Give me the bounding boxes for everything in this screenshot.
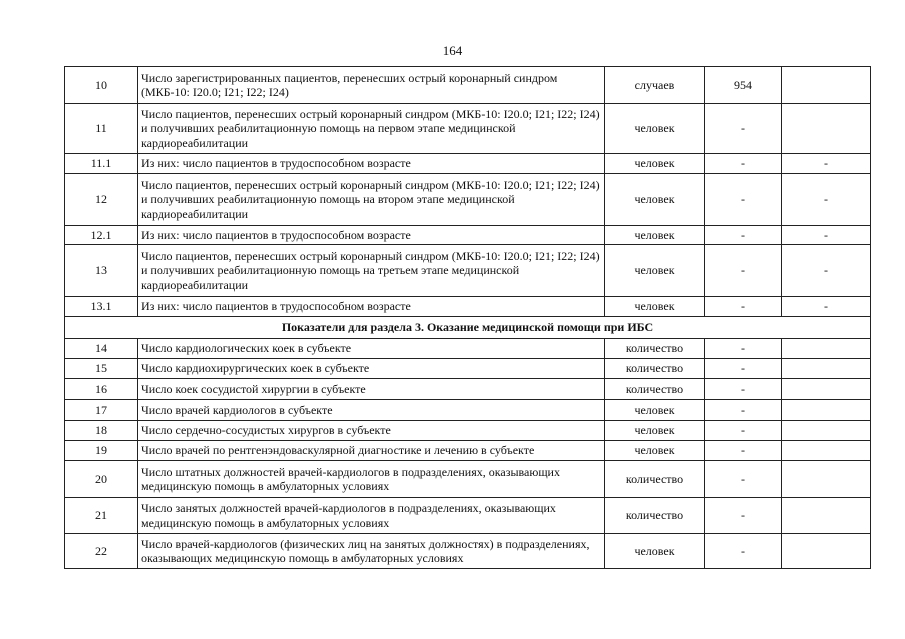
row-number-cell: 17 — [65, 400, 138, 421]
indicator-description-cell: Число коек сосудистой хирургии в субъекте — [138, 379, 605, 400]
table-row — [65, 174, 871, 226]
section-title: Показатели для раздела 3. Оказание медицинской помощи при ИБС — [65, 317, 871, 339]
table-row — [65, 297, 871, 317]
row-number-cell: 13.1 — [65, 297, 138, 317]
table-row — [65, 461, 871, 498]
table-row — [65, 104, 871, 154]
table-row — [65, 379, 871, 400]
table-row — [65, 534, 871, 569]
indicators-table — [64, 66, 871, 569]
indicator-description-cell: Число врачей-кардиологов (физических лиц на занятых должностях) в подразделениях, оказывающих медицинскую помощь в амбулаторных условиях — [138, 534, 605, 569]
value-cell: - — [705, 245, 782, 297]
unit-cell: человек — [605, 297, 705, 317]
indicator-description-cell: Число сердечно-сосудистых хирургов в субъекте — [138, 421, 605, 441]
value-cell: - — [705, 339, 782, 359]
value-cell-2 — [782, 379, 871, 400]
unit-cell: человек — [605, 441, 705, 461]
value-cell-2: - — [782, 297, 871, 317]
value-cell-2 — [782, 461, 871, 498]
row-number-cell: 21 — [65, 498, 138, 534]
table-body — [65, 67, 871, 569]
value-cell: - — [705, 498, 782, 534]
value-cell-2 — [782, 359, 871, 379]
indicator-description-cell: Число пациентов, перенесших острый коронарный синдром (МКБ-10: I20.0; I21; I22; I24) и получивших реабилитационную помощь на третьем этапе медицинской кардиореабилитации — [138, 245, 605, 297]
value-cell-2 — [782, 339, 871, 359]
value-cell: - — [705, 421, 782, 441]
value-cell: - — [705, 441, 782, 461]
unit-cell: человек — [605, 421, 705, 441]
indicator-description-cell: Из них: число пациентов в трудоспособном возрасте — [138, 226, 605, 245]
value-cell: 954 — [705, 67, 782, 104]
unit-cell: количество — [605, 379, 705, 400]
table-row — [65, 359, 871, 379]
indicator-description-cell: Число пациентов, перенесших острый коронарный синдром (МКБ-10: I20.0; I21; I22; I24) и получивших реабилитационную помощь на первом этапе медицинской кардиореабилитации — [138, 104, 605, 154]
table-row — [65, 498, 871, 534]
value-cell: - — [705, 534, 782, 569]
value-cell-2: - — [782, 226, 871, 245]
unit-cell: человек — [605, 104, 705, 154]
row-number-cell: 16 — [65, 379, 138, 400]
indicator-description-cell: Число пациентов, перенесших острый коронарный синдром (МКБ-10: I20.0; I21; I22; I24) и получивших реабилитационную помощь на втором этапе медицинской кардиореабилитации — [138, 174, 605, 226]
value-cell: - — [705, 104, 782, 154]
indicator-description-cell: Из них: число пациентов в трудоспособном возрасте — [138, 154, 605, 174]
row-number-cell: 19 — [65, 441, 138, 461]
value-cell: - — [705, 461, 782, 498]
table-row — [65, 441, 871, 461]
table-row — [65, 245, 871, 297]
row-number-cell: 12.1 — [65, 226, 138, 245]
value-cell-2 — [782, 498, 871, 534]
value-cell-2 — [782, 400, 871, 421]
unit-cell: количество — [605, 339, 705, 359]
unit-cell: количество — [605, 359, 705, 379]
unit-cell: количество — [605, 498, 705, 534]
page-number: 164 — [442, 43, 463, 58]
value-cell-2 — [782, 104, 871, 154]
value-cell-2 — [782, 421, 871, 441]
row-number-cell: 18 — [65, 421, 138, 441]
row-number-cell: 22 — [65, 534, 138, 569]
table-row — [65, 400, 871, 421]
table-row — [65, 67, 871, 104]
value-cell: - — [705, 226, 782, 245]
indicator-description-cell: Число врачей кардиологов в субъекте — [138, 400, 605, 421]
unit-cell: человек — [605, 400, 705, 421]
row-number-cell: 14 — [65, 339, 138, 359]
table-row — [65, 154, 871, 174]
value-cell-2: - — [782, 245, 871, 297]
unit-cell: случаев — [605, 67, 705, 104]
row-number-cell: 11 — [65, 104, 138, 154]
unit-cell: человек — [605, 154, 705, 174]
value-cell: - — [705, 379, 782, 400]
value-cell-2 — [782, 67, 871, 104]
indicator-description-cell: Число занятых должностей врачей-кардиологов в подразделениях, оказывающих медицинскую помощь в амбулаторных условиях — [138, 498, 605, 534]
value-cell-2: - — [782, 174, 871, 226]
value-cell: - — [705, 154, 782, 174]
row-number-cell: 10 — [65, 67, 138, 104]
unit-cell: количество — [605, 461, 705, 498]
indicator-description-cell: Число кардиохирургических коек в субъекте — [138, 359, 605, 379]
table-row — [65, 421, 871, 441]
value-cell: - — [705, 359, 782, 379]
value-cell-2: - — [782, 154, 871, 174]
value-cell: - — [705, 174, 782, 226]
indicator-description-cell: Число кардиологических коек в субъекте — [138, 339, 605, 359]
unit-cell: человек — [605, 534, 705, 569]
indicator-description-cell: Из них: число пациентов в трудоспособном возрасте — [138, 297, 605, 317]
value-cell: - — [705, 297, 782, 317]
value-cell: - — [705, 400, 782, 421]
unit-cell: человек — [605, 174, 705, 226]
unit-cell: человек — [605, 245, 705, 297]
section-header-row — [65, 317, 871, 339]
indicator-description-cell: Число врачей по рентгенэндоваскулярной диагностике и лечению в субъекте — [138, 441, 605, 461]
value-cell-2 — [782, 534, 871, 569]
row-number-cell: 11.1 — [65, 154, 138, 174]
row-number-cell: 15 — [65, 359, 138, 379]
row-number-cell: 12 — [65, 174, 138, 226]
indicator-description-cell: Число штатных должностей врачей-кардиологов в подразделениях, оказывающих медицинскую помощь в амбулаторных условиях — [138, 461, 605, 498]
table-row — [65, 226, 871, 245]
row-number-cell: 20 — [65, 461, 138, 498]
table-row — [65, 339, 871, 359]
row-number-cell: 13 — [65, 245, 138, 297]
value-cell-2 — [782, 441, 871, 461]
indicator-description-cell: Число зарегистрированных пациентов, перенесших острый коронарный синдром (МКБ-10: I20.0; I21; I22; I24) — [138, 67, 605, 104]
unit-cell: человек — [605, 226, 705, 245]
